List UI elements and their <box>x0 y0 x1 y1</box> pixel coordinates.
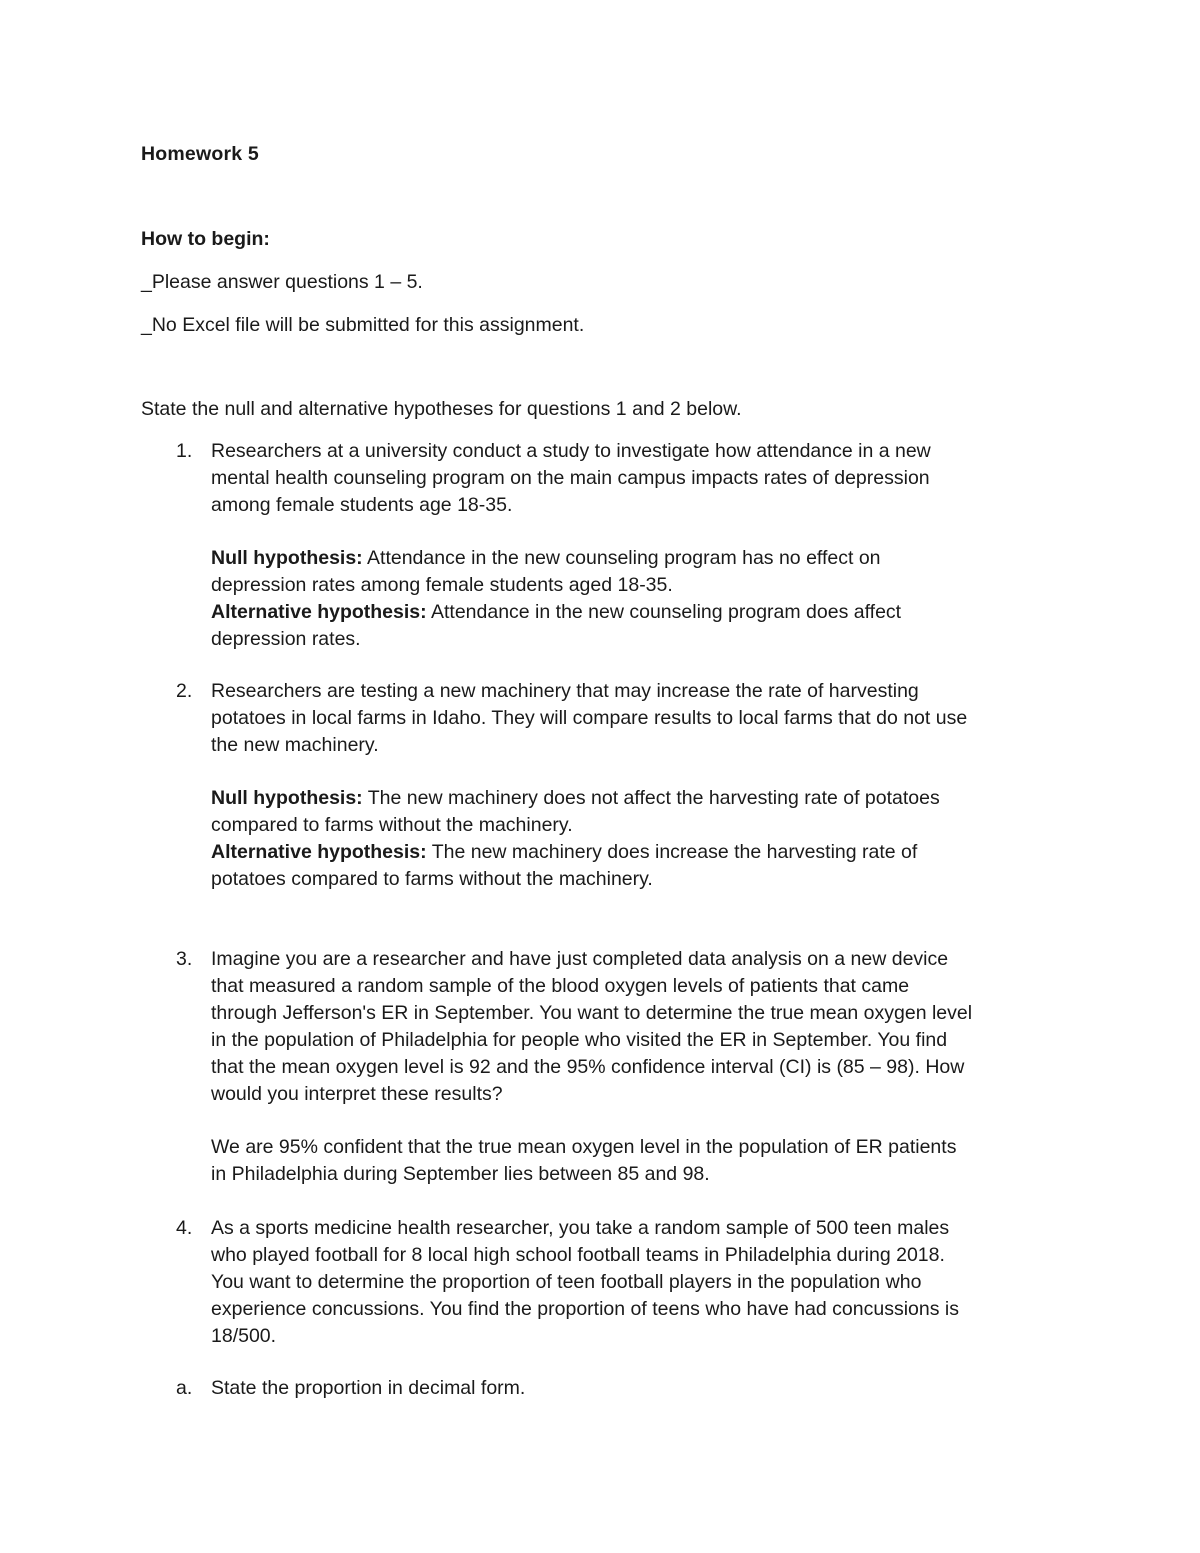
question-line: experience concussions. You find the proportion of teens who have had concussions is <box>211 1298 959 1320</box>
question-2-hypotheses <box>211 785 940 893</box>
null-hypothesis-line <box>211 785 940 812</box>
alt-hypothesis-text: The new machinery does increase the harvesting rate of <box>426 841 918 863</box>
alt-hypothesis-line <box>211 839 940 866</box>
subquestion-label: a. <box>176 1377 193 1399</box>
intro-text: State the null and alternative hypotheses for questions 1 and 2 below. <box>141 398 742 420</box>
question-number: 1. <box>176 440 193 462</box>
question-line: 18/500. <box>211 1325 277 1347</box>
null-hypothesis-label: Null hypothesis: <box>211 547 363 569</box>
alt-hypothesis-label: Alternative hypothesis: <box>211 601 427 623</box>
question-line: among female students age 18-35. <box>211 494 513 516</box>
question-line: would you interpret these results? <box>211 1083 503 1105</box>
question-line: You want to determine the proportion of teen football players in the population who <box>211 1271 922 1293</box>
alt-hypothesis-cont: depression rates. <box>211 628 361 650</box>
answer-line: We are 95% confident that the true mean oxygen level in the population of ER patients <box>211 1136 957 1158</box>
alt-hypothesis-text: Attendance in the new counseling program does affect <box>426 601 902 623</box>
document-title: Homework 5 <box>141 143 259 165</box>
null-hypothesis-label: Null hypothesis: <box>211 787 363 809</box>
question-line: Researchers at a university conduct a study to investigate how attendance in a new <box>211 440 931 462</box>
question-line: who played football for 8 local high school football teams in Philadelphia during 2018. <box>211 1244 945 1266</box>
question-1-text <box>211 438 931 519</box>
question-line: potatoes in local farms in Idaho. They will compare results to local farms that do not use <box>211 707 968 729</box>
question-number: 2. <box>176 680 193 702</box>
answer-line: in Philadelphia during September lies between 85 and 98. <box>211 1163 710 1185</box>
question-line: that the mean oxygen level is 92 and the 95% confidence interval (CI) is (85 – 98). How <box>211 1056 965 1078</box>
null-hypothesis-line <box>211 545 901 572</box>
question-line: Imagine you are a researcher and have just completed data analysis on a new device <box>211 948 949 970</box>
question-line: that measured a random sample of the blood oxygen levels of patients that came <box>211 975 910 997</box>
alt-hypothesis-cont: potatoes compared to farms without the machinery. <box>211 868 653 890</box>
question-3-answer <box>211 1134 956 1188</box>
how-to-begin-heading: How to begin: <box>141 228 270 250</box>
null-hypothesis-cont: compared to farms without the machinery. <box>211 814 573 836</box>
question-1-hypotheses <box>211 545 901 653</box>
null-hypothesis-cont: depression rates among female students aged 18-35. <box>211 574 673 596</box>
instruction-line: _Please answer questions 1 – 5. <box>141 271 423 293</box>
question-line: As a sports medicine health researcher, you take a random sample of 500 teen males <box>211 1217 950 1239</box>
question-line: mental health counseling program on the main campus impacts rates of depression <box>211 467 930 489</box>
question-line: through Jefferson's ER in September. You want to determine the true mean oxygen level <box>211 1002 973 1024</box>
instruction-line: _No Excel file will be submitted for this assignment. <box>141 314 585 336</box>
question-2-text <box>211 678 967 759</box>
subquestion-text: State the proportion in decimal form. <box>211 1377 526 1399</box>
question-line: in the population of Philadelphia for people who visited the ER in September. You find <box>211 1029 948 1051</box>
alt-hypothesis-label: Alternative hypothesis: <box>211 841 427 863</box>
question-line: Researchers are testing a new machinery that may increase the rate of harvesting <box>211 680 919 702</box>
question-number: 4. <box>176 1217 193 1239</box>
question-4-text <box>211 1215 959 1350</box>
question-3-text <box>211 946 972 1108</box>
question-number: 3. <box>176 948 193 970</box>
null-hypothesis-text: The new machinery does not affect the harvesting rate of potatoes <box>362 787 940 809</box>
null-hypothesis-text: Attendance in the new counseling program has no effect on <box>362 547 881 569</box>
question-line: the new machinery. <box>211 734 379 756</box>
alt-hypothesis-line <box>211 599 901 626</box>
